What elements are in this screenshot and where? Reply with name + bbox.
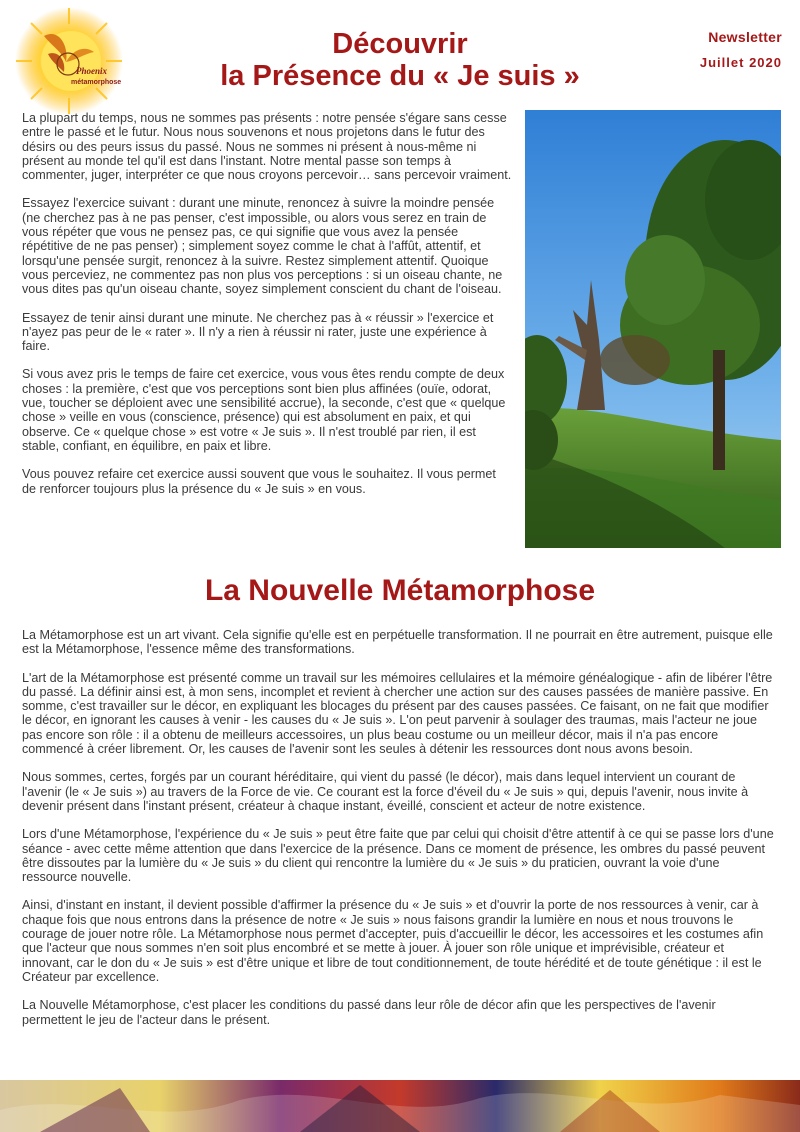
paragraph: Essayez de tenir ainsi durant une minute. Ne cherchez pas à « réussir » l'exercice et n'ayez pas peur de le « rater ». Il n'y a rien à réussir ni rater, juste une expérience à faire. [22, 310, 494, 354]
svg-text:Phoenix: Phoenix [76, 66, 108, 76]
title-line-1: Découvrir [332, 28, 468, 60]
newsletter-date: Juillet 2020 [699, 55, 782, 70]
paragraph: La Métamorphose est un art vivant. Cela signifie qu'elle est en perpétuelle transformation. Il ne pourrait en être autrement, puisque elle est la Métamorphose, l'essence même des transformations. [22, 628, 773, 657]
section-presence-text [22, 111, 512, 510]
paragraph: La Nouvelle Métamorphose, c'est placer les conditions du passé dans leur rôle de décor afin que les perspectives de l'avenir permettent le jeu de l'acteur dans le présent. [22, 998, 716, 1027]
svg-text:métamorphose: métamorphose [71, 79, 122, 86]
title-line-2: la Présence du « Je suis » [220, 60, 580, 92]
paragraph: Ainsi, d'instant en instant, il devient possible d'affirmer la présence du « Je suis » et d'ouvrir la porte de nos ressources à venir, car à chaque fois que nous entrons dans la présence de notre « Je suis » nous faisons grandir la lumière en nous et nous trouvons le courage de jouer notre rôle. La Métamorphose nous permet d'accepter, puis d'accueillir le décor, les accessoires et les costumes afin que l'acteur que nous sommes n'en soit plus encombré et se mette à jouer. À jouer son rôle unique et imprévisible, créateur et innovant, car le don du « Je suis » est d'être unique et libre de tout conditionnement, de toute hérédité et de toute génétique : il est le Créateur par excellence. [22, 898, 764, 984]
newsletter-label: Newsletter [708, 29, 782, 45]
page-title [170, 28, 630, 92]
paragraph: Vous pouvez refaire cet exercice aussi souvent que vous le souhaitez. Il vous permet de renforcer toujours plus la présence du « Je suis » en vous. [22, 467, 496, 496]
paragraph: Lors d'une Métamorphose, l'expérience du « Je suis » peut être faite que par celui qui choisit d'être attentif à ce qui se passe lors d'une séance - avec cette même attention que dans l'exercice de la présence. Dans ce moment de présence, les ombres du passé peuvent être dissoutes par la lumière du « Je suis » du client qui rencontre la lumière du « Je suis » du praticien, ouvrant la voie d'une ressource nouvelle. [22, 827, 774, 885]
paragraph: Essayez l'exercice suivant : durant une minute, renoncez à suivre la moindre pensée (ne cherchez pas à ne pas penser, c'est impossible, ou alors vous serez en train de vous répéter que vous ne pensez pas, ce qui signifie que vous avez la pensée répétitive de ne pas penser) ; simplement soyez comme le chat à l'affût, attentif, et lorsqu'une pensée surgit, renoncez à la suivre. Restez simplement attentif. Quoique vous perceviez, ne commentez pas non plus vos perceptions : si un oiseau chante, ne vous dites pas qu'un oiseau chante, soyez simplement conscient du chant de l'oiseau. [22, 196, 503, 297]
phoenix-metamorphose-logo [14, 6, 124, 116]
section-metamorphose-text [22, 628, 778, 1041]
decorative-footer-band [0, 1080, 800, 1132]
tree-landscape-photo [525, 110, 781, 548]
paragraph: Si vous avez pris le temps de faire cet exercice, vous vous êtes rendu compte de deux choses : la première, c'est que vos perceptions sont bien plus affinées (ouïe, odorat, vue, toucher se déploient avec une sensibilité accrue), la seconde, c'est que « quelque chose » veille en vous (conscience, présence) qui est absolument en paix, et qui observe. Ce « quelque chose » est votre « Je suis ». Il n'est troublé par rien, il est stable, confiant, en équilibre, en paix et libre. [22, 367, 506, 453]
paragraph: La plupart du temps, nous ne sommes pas présents : notre pensée s'égare sans cesse entre le passé et le futur. Nous nous souvenons et nous projetons dans le futur des désirs ou des peurs issus du passé. Nous ne sommes ni présent à nous-même ni présent au monde tel qu'il est dans l'instant. Notre mental passe son temps à commenter, juger, interpréter ce que nous croyons percevoir… sans percevoir vraiment. [22, 111, 512, 183]
paragraph: L'art de la Métamorphose est présenté comme un travail sur les mémoires cellulaires et la mémoire généalogique - afin de libérer l'être du passé. La définir ainsi est, à mon sens, incomplet et revient à chercher une action sur des causes passées de manière passive. En somme, c'est travailler sur le décor, en expliquant les blocages du présent par des causes passées. Ce faisant, on ne fait que modifier le décor, en ignorant les causes à venir - les causes du « Je suis ». L'on peut parvenir à soulager des traumas, mais l'acteur ne joue pas encore son rôle : il a obtenu de meilleurs accessoires, un plus beau costume ou un meilleur décor, mais il n'a pas encore commencé à créer librement. Or, les causes de l'avenir sont les seules à détenir les ressources dont nous avons besoin. [22, 670, 773, 757]
section-title: La Nouvelle Métamorphose [204, 574, 596, 607]
paragraph: Nous sommes, certes, forgés par un courant héréditaire, qui vient du passé (le décor), mais dans lequel intervient un courant de l'avenir (le « Je suis ») au travers de la Force de vie. Ce courant est la force d'éveil du « Je suis » qui, depuis l'avenir, nous invite à devenir présent dans l'instant présent, créateur à chaque instant, éveillé, conscient et acteur de notre existence. [22, 770, 749, 813]
